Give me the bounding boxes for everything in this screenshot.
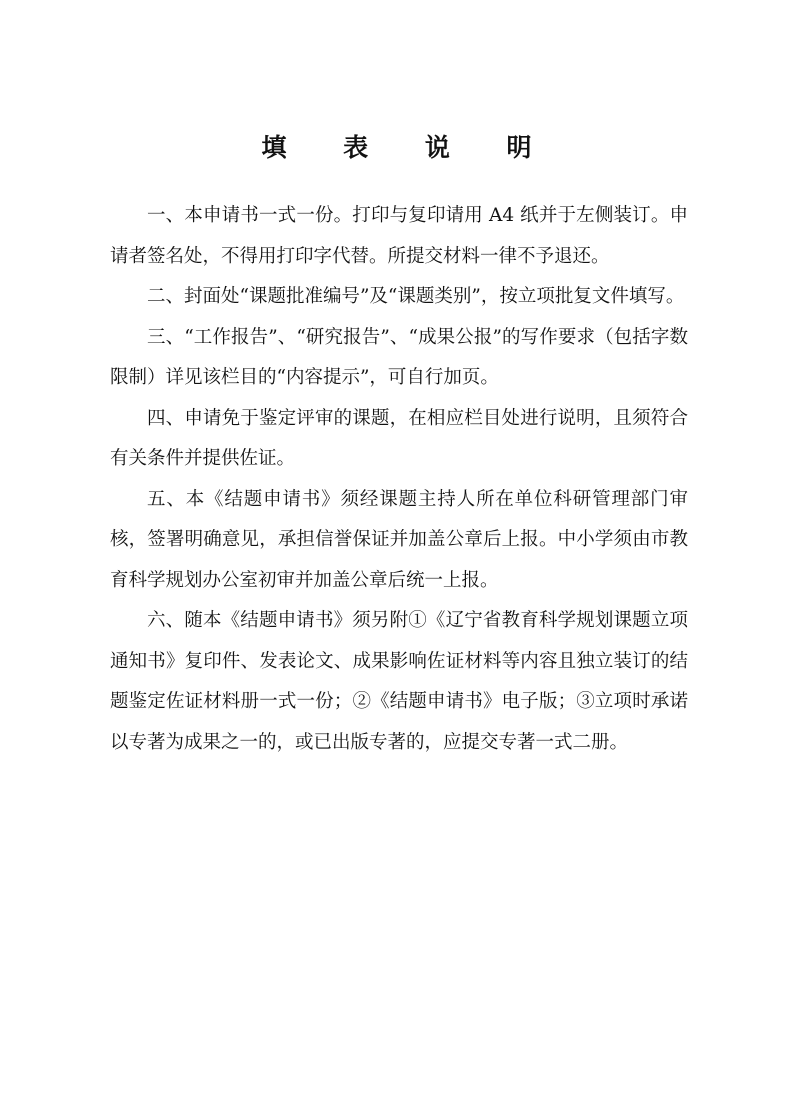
instruction-paragraph-2: 二、封面处“课题批准编号”及“课题类别”，按立项批复文件填写。 — [147, 286, 685, 307]
instruction-paragraph-3: 三、“工作报告”、“研究报告”、“成果公报”的写作要求（包括字数限制）详见该栏目的“内容提示”，可自行加页。 — [110, 326, 688, 388]
page-title: 填 表 说 明 — [261, 133, 556, 162]
instruction-paragraph-6: 六、随本《结题申请书》须另附①《辽宁省教育科学规划课题立项通知书》复印件、发表论文、成果影响佐证材料等内容且独立装订的结题鉴定佐证材料册一式一份；②《结题申请书》电子版；③立项时承诺以专著为成果之一的，或已出版专著的，应提交专著一式二册。 — [110, 610, 688, 753]
instructions-body — [110, 196, 688, 763]
instruction-paragraph-4: 四、申请免于鉴定评审的课题，在相应栏目处进行说明，且须符合有关条件并提供佐证。 — [110, 407, 688, 469]
instruction-paragraph-1: 一、本申请书一式一份。打印与复印请用 A4 纸并于左侧装订。申请者签名处，不得用打印字代替。所提交材料一律不予退还。 — [110, 205, 688, 267]
instruction-paragraph-5: 五、本《结题申请书》须经课题主持人所在单位科研管理部门审核，签署明确意见，承担信誉保证并加盖公章后上报。中小学须由市教育科学规划办公室初审并加盖公章后统一上报。 — [110, 488, 688, 591]
